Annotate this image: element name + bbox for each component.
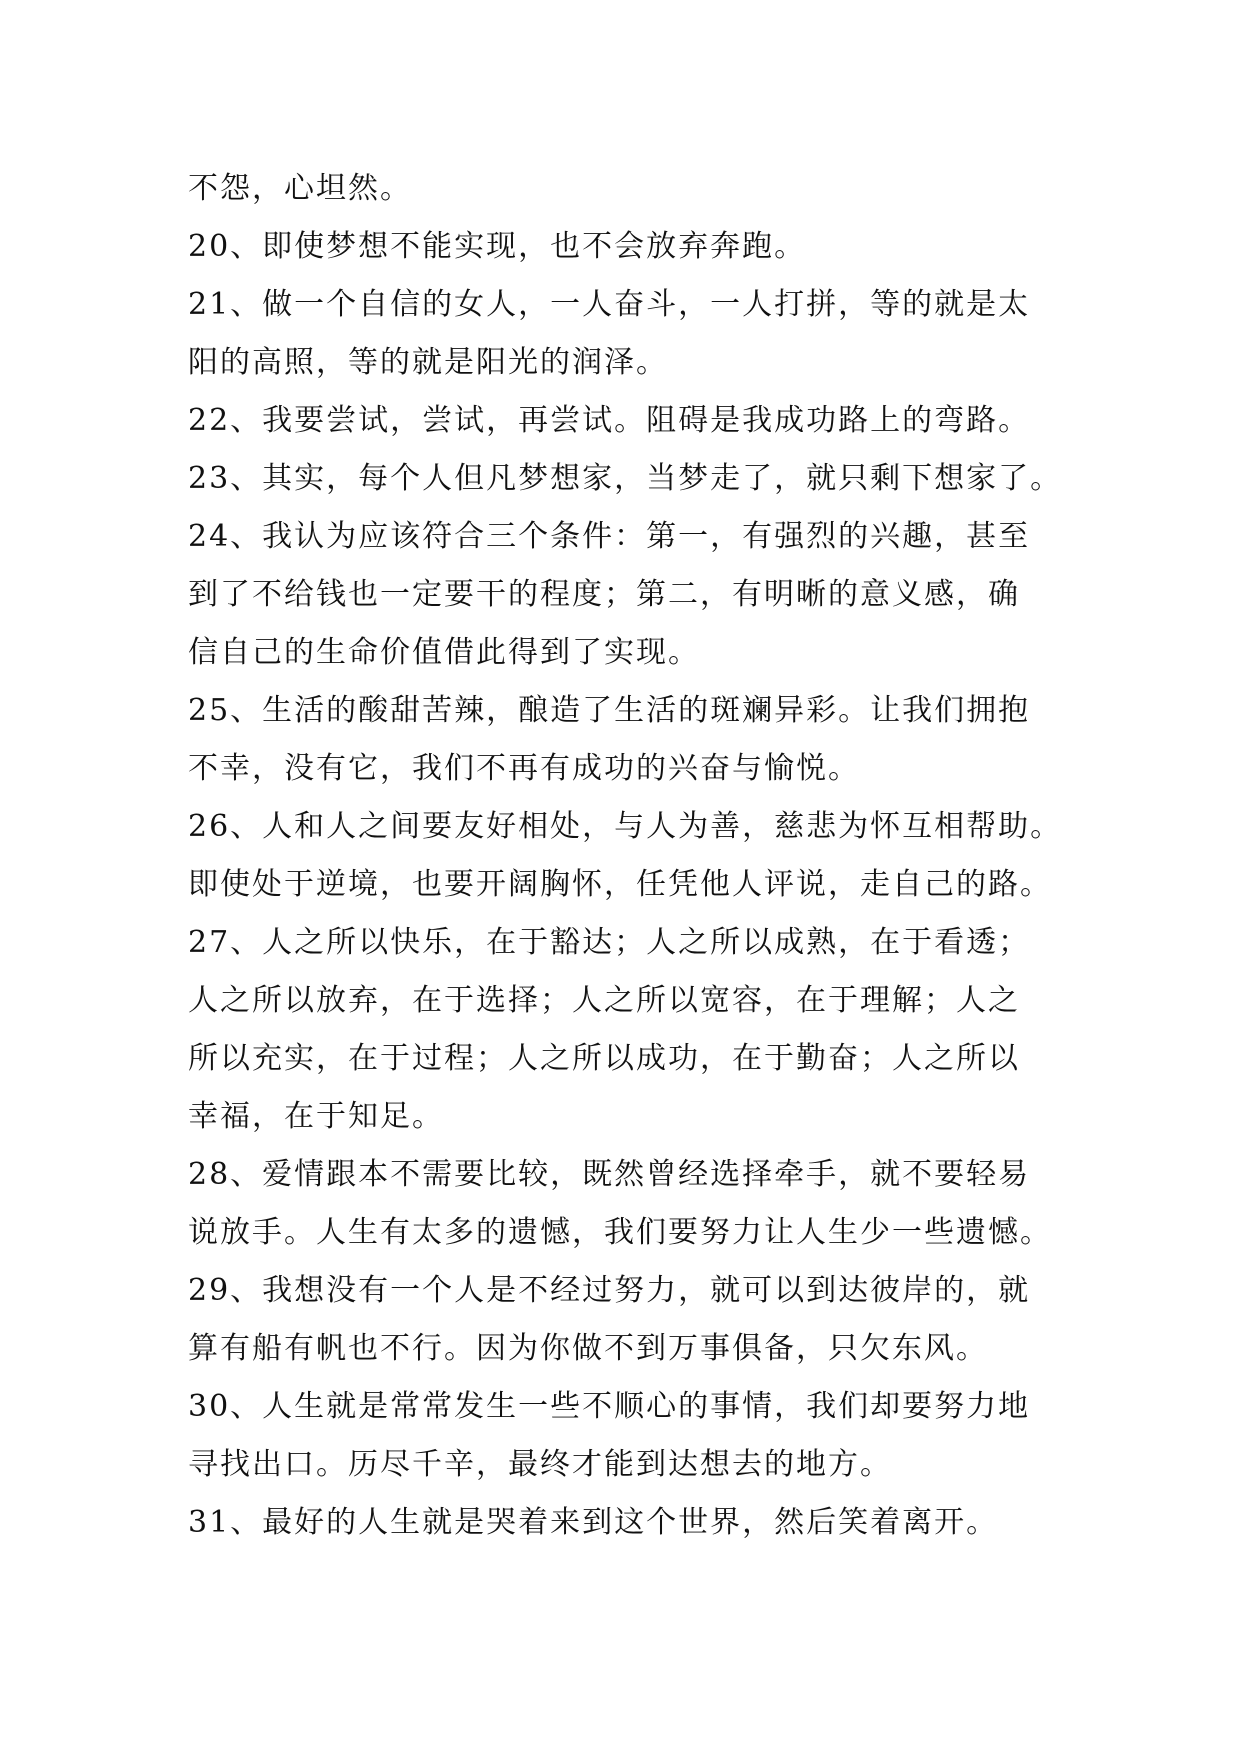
text-line: 阳的高照，等的就是阳光的润泽。 (188, 345, 668, 380)
text-line: 不怨，心坦然。 (188, 171, 412, 206)
text-line: 寻找出口。历尽千辛，最终才能到达想去的地方。 (188, 1447, 892, 1482)
text-line: 说放手。人生有太多的遗憾，我们要努力让人生少一些遗憾。 (188, 1215, 1052, 1250)
text-line: 即使处于逆境，也要开阔胸怀，任凭他人评说，走自己的路。 (188, 867, 1052, 902)
text-line: 21、做一个自信的女人，一人奋斗，一人打拼，等的就是太 (188, 287, 1031, 322)
text-line: 29、我想没有一个人是不经过努力，就可以到达彼岸的，就 (188, 1273, 1031, 1308)
text-line: 24、我认为应该符合三个条件：第一，有强烈的兴趣，甚至 (188, 519, 1031, 554)
text-line: 人之所以放弃，在于选择；人之所以宽容，在于理解；人之 (188, 983, 1020, 1018)
text-line: 所以充实，在于过程；人之所以成功，在于勤奋；人之所以 (188, 1041, 1020, 1076)
text-line: 30、人生就是常常发生一些不顺心的事情，我们却要努力地 (188, 1389, 1031, 1424)
text-line: 27、人之所以快乐，在于豁达；人之所以成熟，在于看透； (188, 925, 1031, 960)
text-line: 28、爱情跟本不需要比较，既然曾经选择牵手，就不要轻易 (188, 1157, 1031, 1192)
text-line: 22、我要尝试，尝试，再尝试。阻碍是我成功路上的弯路。 (188, 403, 1031, 438)
text-line: 25、生活的酸甜苦辣，酿造了生活的斑斓异彩。让我们拥抱 (188, 693, 1031, 728)
text-line: 到了不给钱也一定要干的程度；第二，有明晰的意义感，确 (188, 577, 1020, 612)
text-line: 算有船有帆也不行。因为你做不到万事俱备，只欠东风。 (188, 1331, 988, 1366)
body-text (188, 160, 1068, 1552)
text-line: 26、人和人之间要友好相处，与人为善，慈悲为怀互相帮助。 (188, 809, 1063, 844)
text-line: 幸福，在于知足。 (188, 1099, 444, 1134)
text-line: 信自己的生命价值借此得到了实现。 (188, 635, 700, 670)
text-line: 31、最好的人生就是哭着来到这个世界，然后笑着离开。 (188, 1505, 999, 1540)
text-line: 不幸，没有它，我们不再有成功的兴奋与愉悦。 (188, 751, 860, 786)
text-line: 23、其实，每个人但凡梦想家，当梦走了，就只剩下想家了。 (188, 461, 1063, 496)
text-line: 20、即使梦想不能实现，也不会放弃奔跑。 (188, 229, 807, 264)
